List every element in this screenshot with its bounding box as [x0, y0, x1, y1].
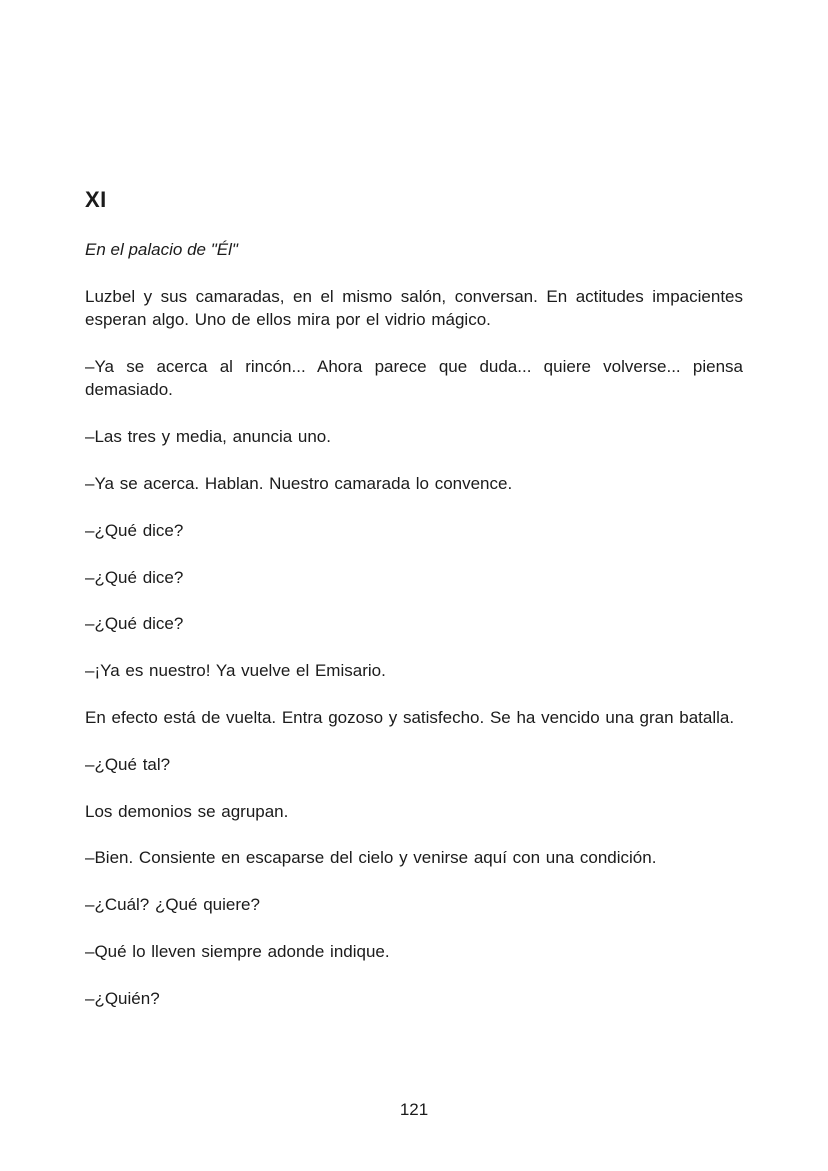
paragraph: Los demonios se agrupan.: [85, 801, 289, 821]
paragraph: –¿Quién?: [85, 988, 160, 1008]
paragraph: –Qué lo lleven siempre adonde indique.: [85, 941, 390, 961]
paragraph: –¿Qué dice?: [85, 520, 184, 540]
chapter-heading: XI: [85, 187, 107, 212]
paragraph: En efecto está de vuelta. Entra gozoso y satisfecho. Se ha vencido una gran batalla.: [85, 707, 735, 727]
paragraph: Luzbel y sus camaradas, en el mismo salón, conversan. En actitudes impacientes esperan algo. Uno de ellos mira por el vidrio mágico.: [85, 286, 743, 330]
chapter-subtitle: En el palacio de "Él": [85, 240, 238, 259]
paragraph: –¿Qué dice?: [85, 567, 184, 587]
paragraph: –¿Qué dice?: [85, 614, 184, 634]
paragraph: –Bien. Consiente en escaparse del cielo y venirse aquí con una condición.: [85, 848, 657, 868]
paragraph: –Ya se acerca al rincón... Ahora parece que duda... quiere volverse... piensa demasiado.: [85, 357, 743, 400]
paragraph: –¡Ya es nuestro! Ya vuelve el Emisario.: [85, 661, 386, 681]
paragraph: –Las tres y media, anuncia uno.: [85, 427, 331, 447]
page-number: 121: [399, 1100, 429, 1119]
paragraph: –¿Cuál? ¿Qué quiere?: [85, 895, 260, 915]
paragraph: –¿Qué tal?: [85, 754, 171, 774]
page-content: [85, 186, 743, 1034]
paragraph: –Ya se acerca. Hablan. Nuestro camarada lo convence.: [85, 474, 513, 493]
